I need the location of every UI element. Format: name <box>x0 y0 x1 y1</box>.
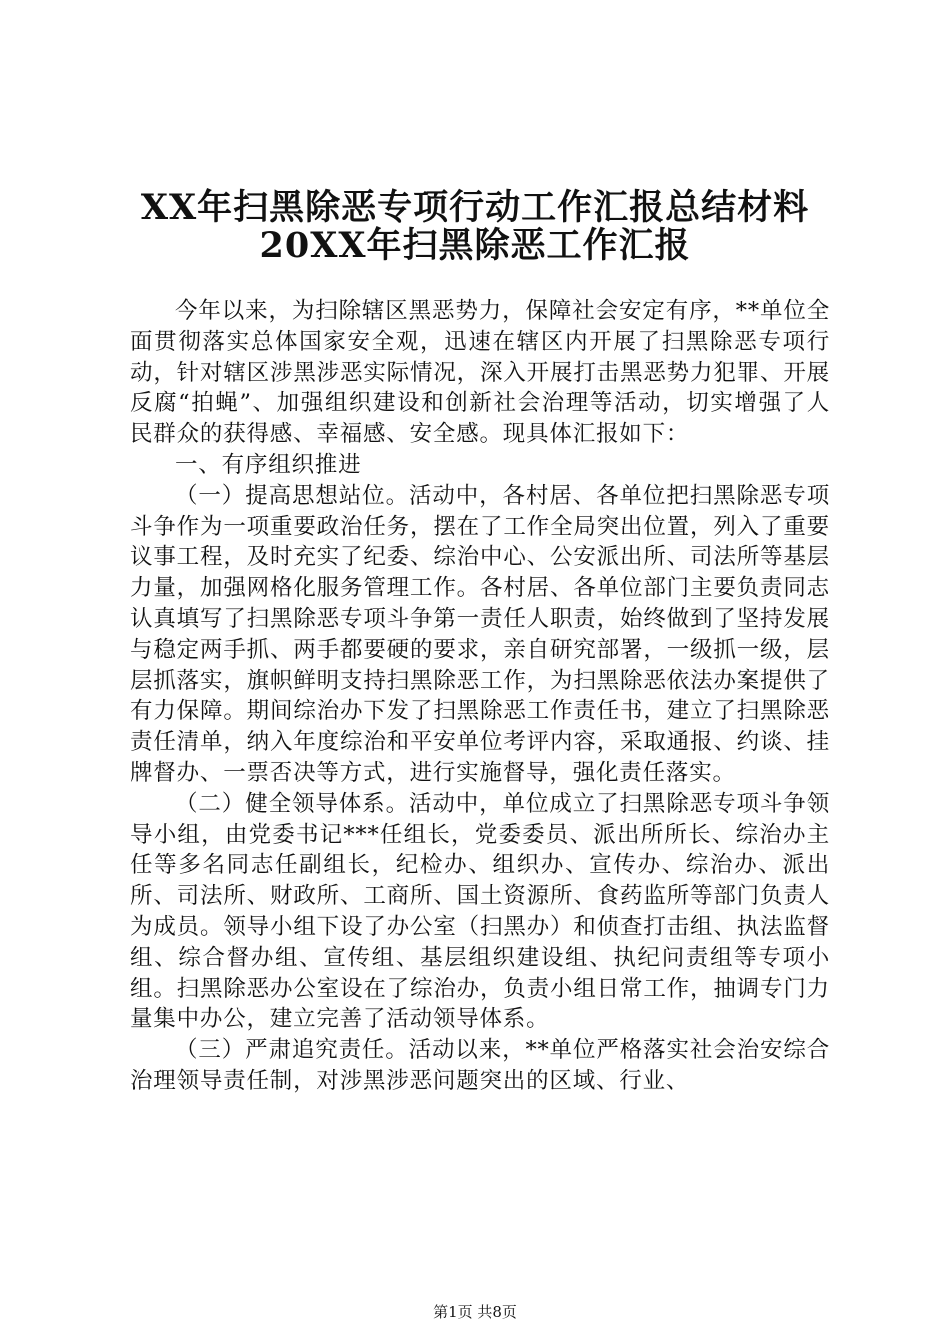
document-title: XX年扫黑除恶专项行动工作汇报总结材料 <box>140 187 810 228</box>
section-heading: 一、有序组织推进 <box>175 451 362 478</box>
document-body <box>130 296 830 1097</box>
page-number-footer: 第1页 共8页 <box>433 1303 517 1321</box>
body-paragraph: （三）严肃追究责任。活动以来，**单位严格落实社会治安综合治理领导责任制，对涉黑涉恶问题突出的区域、行业、 <box>130 1037 830 1094</box>
document-subtitle: 20XX年扫黑除恶工作汇报 <box>259 225 691 266</box>
body-paragraph: （二）健全领导体系。活动中，单位成立了扫黑除恶专项斗争领导小组，由党委书记***任组长，党委委员、派出所所长、综治办主任等多名同志任副组长，纪检办、组织办、宣传办、综治办、派出所、司法所、财政所、工商所、国土资源所、食药监所等部门负责人为成员。领导小组下设了办公室（扫黑办）和侦查打击组、执法监督组、综合督办组、宣传组、基层组织建设组、执纪问责组等专项小组。扫黑除恶办公室设在了综治办，负责小组日常工作，抽调专门力量集中办公，建立完善了活动领导体系。 <box>130 790 830 1033</box>
body-paragraph: （一）提高思想站位。活动中，各村居、各单位把扫黑除恶专项斗争作为一项重要政治任务，摆在了工作全局突出位置，列入了重要议事工程，及时充实了纪委、综治中心、公安派出所、司法所等基层力量，加强网格化服务管理工作。各村居、各单位部门主要负责同志认真填写了扫黑除恶专项斗争第一责任人职责，始终做到了坚持发展与稳定两手抓、两手都要硬的要求，亲自研究部署，一级抓一级，层层抓落实，旗帜鲜明支持扫黑除恶工作，为扫黑除恶依法办案提供了有力保障。期间综治办下发了扫黑除恶工作责任书，建立了扫黑除恶责任清单，纳入年度综治和平安单位考评内容，采取通报、约谈、挂牌督办、一票否决等方式，进行实施督导，强化责任落实。 <box>130 482 830 786</box>
intro-paragraph: 今年以来，为扫除辖区黑恶势力，保障社会安定有序，**单位全面贯彻落实总体国家安全观，迅速在辖区内开展了扫黑除恶专项行动，针对辖区涉黑涉恶实际情况，深入开展打击黑恶势力犯罪、开展反腐“拍蝇”、加强组织建设和创新社会治理等活动，切实增强了人民群众的获得感、幸福感、安全感。现具体汇报如下： <box>130 298 830 448</box>
